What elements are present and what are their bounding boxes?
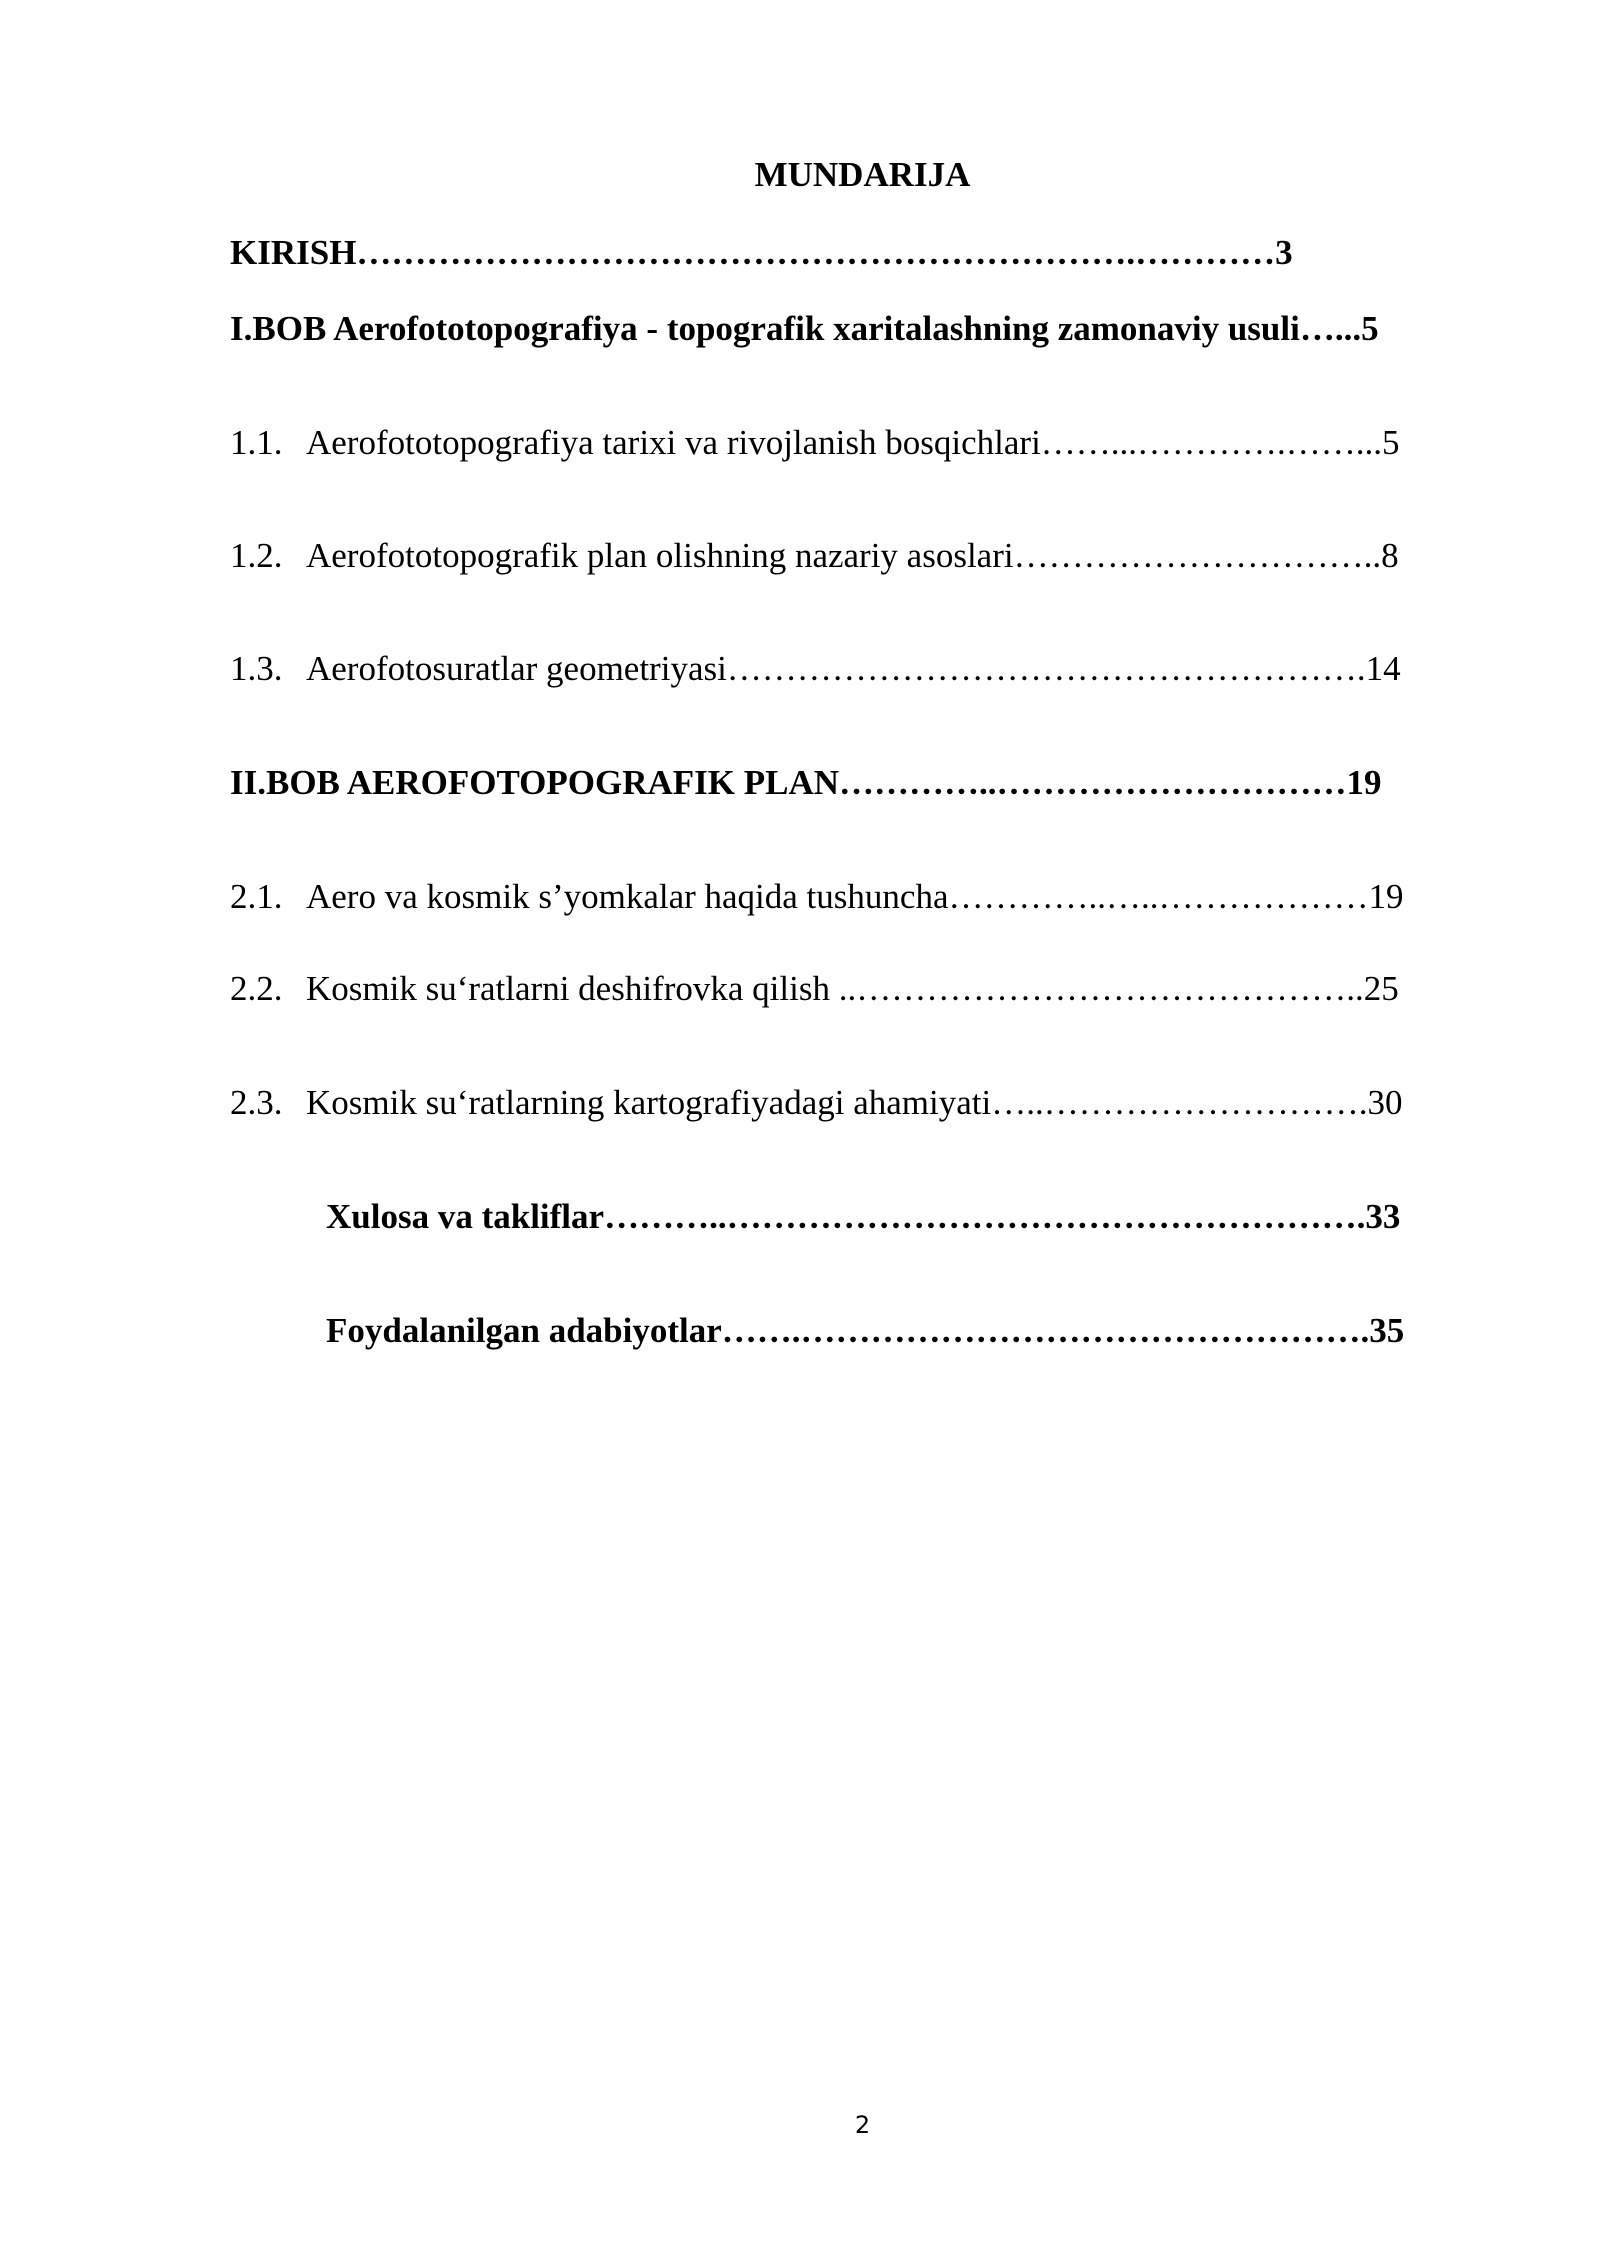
toc-entry-1-1 — [230, 420, 1400, 466]
toc-entry-number: 2.2. — [230, 969, 283, 1008]
toc-entry-text: Aerofototopografik plan olishning nazariy asoslari…………………………..8 — [306, 536, 1399, 575]
toc-entry-number: 2.3. — [230, 1083, 283, 1122]
toc-entry-text: II.BOB AEROFOTOPOGRAFIK PLAN…………..…………………………19 — [230, 763, 1382, 802]
toc-entry-text: KIRISH………………………………………………………….…………3 — [230, 233, 1293, 272]
toc-entry-references — [326, 1308, 1404, 1354]
toc-entry-number: 2.1. — [230, 877, 283, 916]
toc-entry-kirish — [230, 230, 1293, 276]
toc-entry-text: I.BOB Aerofototopografiya - topografik xaritalashning zamonaviy usuli…...5 — [230, 309, 1379, 348]
toc-entry-2-1 — [230, 874, 1403, 920]
toc-entry-text: Kosmik su‘ratlarning kartografiyadagi ahamiyati…..……………………….30 — [306, 1083, 1403, 1122]
toc-title: MUNDARIJA — [754, 155, 971, 194]
toc-entry-2-3 — [230, 1080, 1402, 1126]
toc-entry-number: 1.2. — [230, 536, 283, 575]
toc-entry-2-2 — [230, 966, 1399, 1012]
toc-entry-1-2 — [230, 533, 1399, 579]
toc-entry-text: Kosmik su‘ratlarni deshifrovka qilish ..……………………………………..25 — [306, 969, 1399, 1008]
toc-entry-1-3 — [230, 646, 1401, 692]
toc-entry-chapter-1 — [230, 306, 1379, 352]
toc-entry-text: Foydalanilgan adabiyotlar…….………………………………………….35 — [326, 1311, 1405, 1350]
toc-entry-number: 1.1. — [230, 423, 283, 462]
toc-entry-text: Aerofotosuratlar geometriyasi……………………………………………….14 — [306, 649, 1401, 688]
toc-entry-text: Aerofototopografiya tarixi va rivojlanish bosqichlari……...………….……...5 — [306, 423, 1400, 462]
toc-entry-text: Xulosa va takliflar………..……………………………………………….33 — [326, 1197, 1401, 1236]
toc-entry-chapter-2 — [230, 760, 1382, 806]
toc-entry-conclusion — [326, 1194, 1400, 1240]
toc-entry-number: 1.3. — [230, 649, 283, 688]
page-number: 2 — [854, 2111, 871, 2139]
toc-entry-text: Aero va kosmik s’yomkalar haqida tushuncha…………..…..………………19 — [306, 877, 1404, 916]
